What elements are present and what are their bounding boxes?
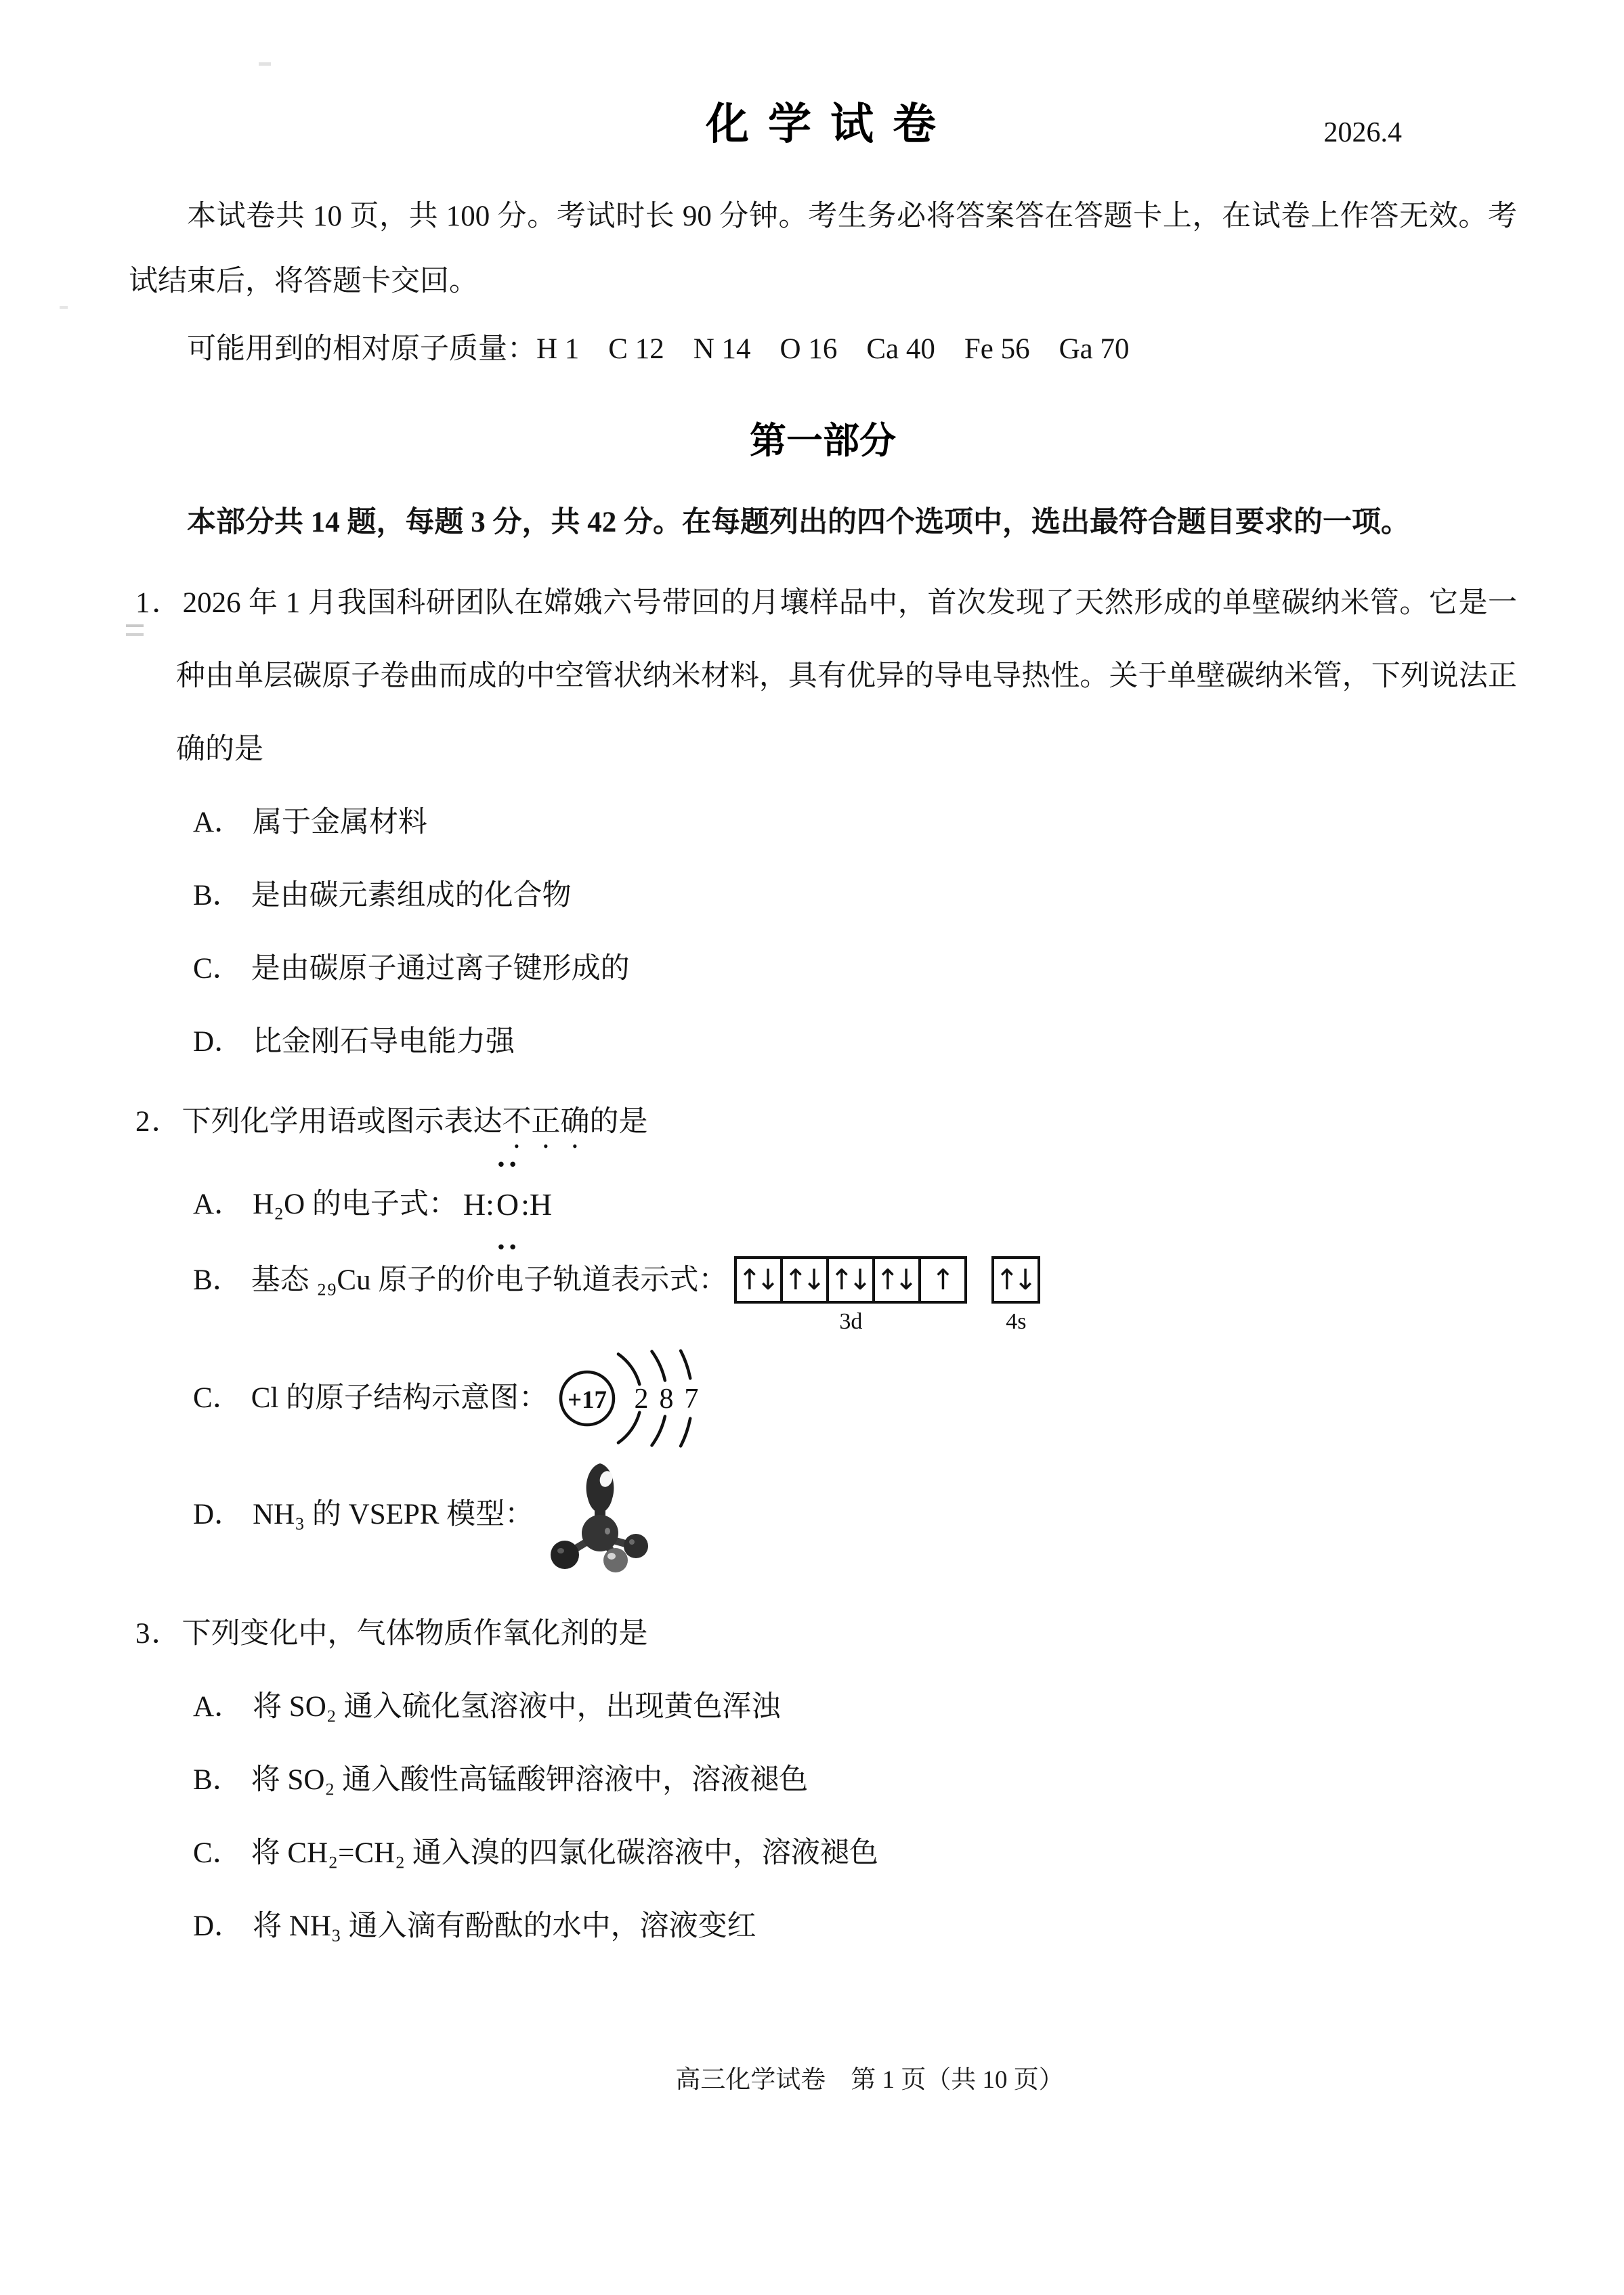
- question-3: [135, 1597, 1517, 1963]
- exam-instructions-paragraph: 本试卷共 10 页，共 100 分。考试时长 90 分钟。考生务必将答案答在答题卡上，在试卷上作答无效。考试结束后，将答题卡交回。: [129, 200, 1517, 297]
- option-label: B．: [193, 1764, 242, 1796]
- option-label: A．: [193, 1188, 244, 1220]
- header: [129, 0, 1517, 152]
- option-label: D．: [193, 1026, 244, 1058]
- option-text: 是由碳原子通过离子键形成的: [251, 953, 630, 985]
- question-number: 1．: [135, 587, 183, 619]
- lewis-structure-h2o: H: •• O •• :H: [463, 1155, 553, 1258]
- lewis-right: :H: [521, 1187, 553, 1222]
- question-3-stem: [135, 1597, 1517, 1671]
- option-text: 是由碳元素组成的化合物: [251, 880, 572, 911]
- option-c: [193, 1347, 1517, 1450]
- shell-electrons-2: 8: [659, 1384, 674, 1415]
- scan-artifact: [60, 306, 68, 309]
- atomic-masses-line: 可能用到的相对原子质量：H 1 C 12 N 14 O 16 Ca 40 Fe 56 Ga 70: [187, 333, 1130, 365]
- option-text: 属于金属材料: [253, 807, 428, 838]
- option-c: [193, 1817, 1517, 1890]
- option-text: 将 NH₃ 通入滴有酚酞的水中，溶液变红: [253, 1910, 756, 1942]
- option-d: [193, 1457, 1517, 1573]
- question-2: [135, 1086, 1517, 1573]
- page-footer: 高三化学试卷 第 1 页（共 10 页）: [675, 2066, 1064, 2094]
- option-label: C．: [193, 1837, 242, 1869]
- option-label: A．: [193, 1691, 244, 1723]
- option-text: 基态 ₂₉Cu 原子的价电子轨道表示式：: [251, 1264, 728, 1296]
- option-label: C．: [193, 1382, 242, 1414]
- question-1: [135, 567, 1517, 1079]
- electron-shell-arcs: [618, 1351, 690, 1446]
- shell-electrons-3: 7: [684, 1384, 699, 1415]
- section-instruction: 本部分共 14 题，每题 3 分，共 42 分。在每题列出的四个选项中，选出最符合题目要求的一项。: [187, 507, 1410, 538]
- question-1-stem: [135, 567, 1517, 786]
- orbital-box: ↑↓: [991, 1256, 1040, 1304]
- nitrogen-highlight: [605, 1528, 610, 1535]
- option-label: B．: [193, 880, 242, 911]
- orbital-3d-group: [734, 1256, 967, 1333]
- question-text: 下列化学用语或图示表达: [181, 1106, 503, 1138]
- lewis-oxygen: O: [496, 1187, 519, 1222]
- option-text: NH₃ 的 VSEPR 模型：: [253, 1499, 534, 1530]
- option-text: Cl 的原子结构示意图：: [251, 1382, 549, 1414]
- option-label: D．: [193, 1910, 244, 1942]
- orbital-box: ↑↓: [734, 1256, 783, 1304]
- option-text: 将 CH₂=CH₂ 通入溴的四氯化碳溶液中，溶液褪色: [251, 1837, 878, 1869]
- option-c: [193, 932, 1517, 1006]
- question-number: 2．: [135, 1106, 182, 1138]
- question-text: 2026 年 1 月我国科研团队在嫦娥六号带回的月壤样品中，首次发现了天然形成的单壁碳纳米管。它是一种由单层碳原子卷曲而成的中空管状纳米材料，具有优异的导电导热性。关于单壁碳纳米管，下列说法正确的是: [176, 587, 1518, 765]
- page-title: 化 学 试 卷: [706, 100, 940, 148]
- exam-date: 2026.4: [1323, 117, 1402, 148]
- hydrogen-atom-left: [551, 1541, 579, 1569]
- option-a: [193, 1155, 1517, 1258]
- option-a: [193, 1671, 1517, 1744]
- option-text: 比金刚石导电能力强: [253, 1026, 515, 1058]
- orbital-label-4s: 4s: [1006, 1309, 1027, 1334]
- orbital-box: ↑↓: [826, 1256, 875, 1304]
- question-text: 的是: [589, 1106, 648, 1138]
- lewis-left: H:: [463, 1187, 494, 1222]
- orbital-4s-group: [991, 1256, 1040, 1333]
- option-b: [193, 1256, 1517, 1333]
- hydrogen-atom-right: [624, 1534, 648, 1558]
- hydrogen-right-highlight: [629, 1539, 635, 1545]
- orbital-box: ↑↓: [872, 1256, 921, 1304]
- option-label: D．: [193, 1499, 244, 1530]
- option-b: [193, 859, 1517, 932]
- chlorine-atomic-structure-diagram: [557, 1347, 706, 1450]
- option-a: [193, 786, 1517, 859]
- option-label: B．: [193, 1264, 242, 1296]
- option-text: 将 SO₂ 通入硫化氢溶液中，出现黄色浑浊: [253, 1691, 781, 1723]
- section-heading: 第一部分: [750, 421, 896, 461]
- nh3-vsepr-model-image: [540, 1457, 659, 1573]
- option-d: [193, 1006, 1517, 1079]
- orbital-box: ↑↓: [780, 1256, 829, 1304]
- shell-electrons-1: 2: [634, 1384, 649, 1415]
- nucleus-charge: +17: [568, 1386, 607, 1414]
- hydrogen-left-highlight: [557, 1548, 564, 1553]
- scan-artifact: [126, 624, 144, 627]
- hydrogen-front-highlight: [607, 1553, 616, 1560]
- option-text: 将 SO₂ 通入酸性高锰酸钾溶液中，溶液褪色: [251, 1764, 809, 1796]
- option-label: A．: [193, 807, 244, 838]
- hydrogen-atom-front: [603, 1548, 628, 1572]
- option-label: C．: [193, 953, 242, 985]
- orbital-box: ↑: [918, 1256, 967, 1304]
- option-d: [193, 1890, 1517, 1963]
- question-text: 下列变化中，气体物质作氧化剂的是: [181, 1618, 648, 1650]
- option-b: [193, 1744, 1517, 1817]
- orbital-label-3d: 3d: [839, 1309, 863, 1334]
- nitrogen-atom: [582, 1515, 618, 1551]
- question-number: 3．: [135, 1618, 182, 1650]
- emphasized-text: 不正确: [502, 1106, 590, 1138]
- option-text: H₂O 的电子式：: [253, 1188, 458, 1220]
- question-2-stem: [135, 1086, 1517, 1159]
- orbital-diagram: [734, 1256, 1040, 1333]
